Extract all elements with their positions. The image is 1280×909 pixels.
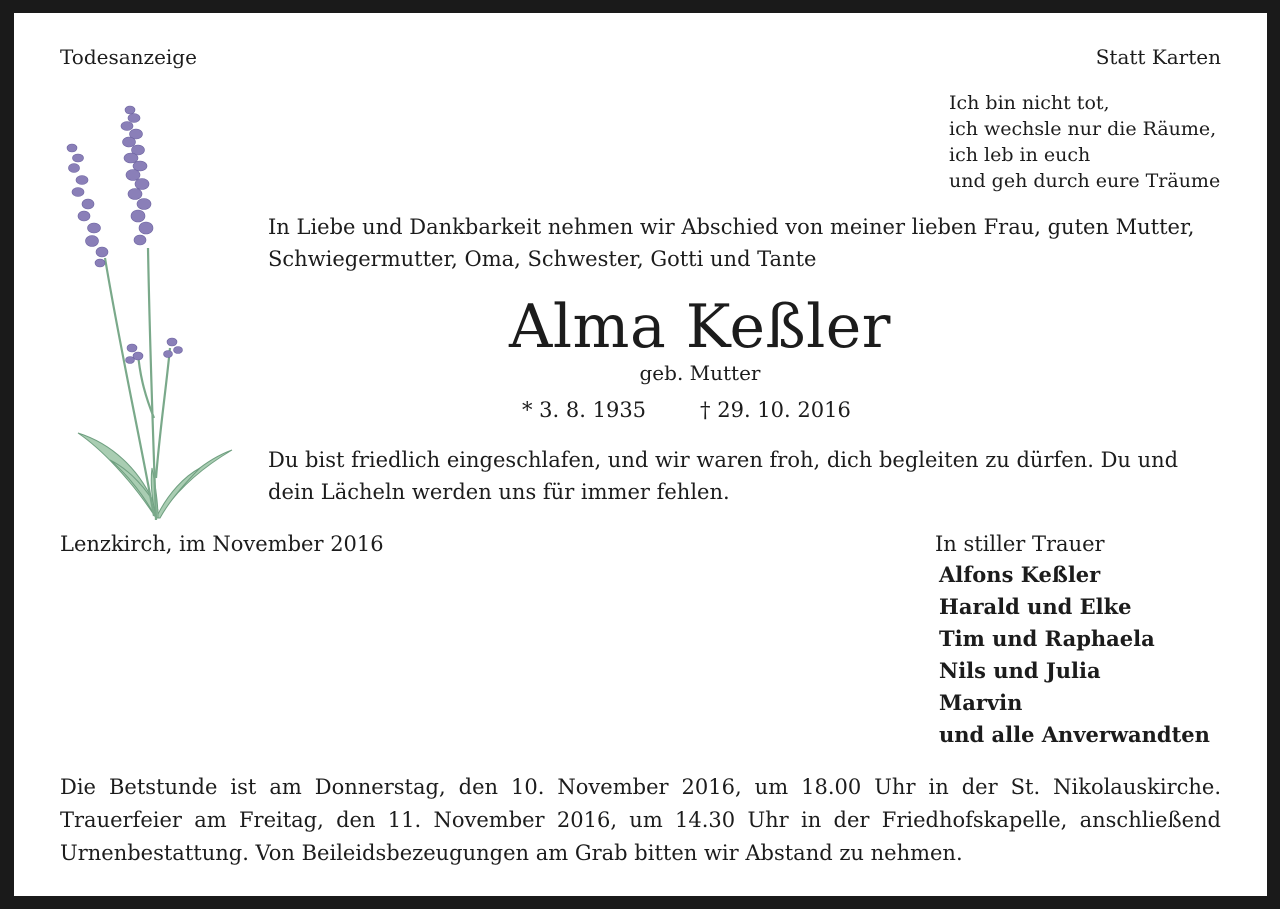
- intro-line: Schwiegermutter, Oma, Schwester, Gotti und Tante: [268, 247, 817, 271]
- obituary-card: [14, 13, 1267, 896]
- service-details: [60, 771, 1221, 870]
- poem-line: ich wechsle nur die Räume,: [949, 118, 1217, 140]
- deceased-name: Alma Keßler: [509, 292, 891, 362]
- mourner-name: Tim und Raphaela: [939, 626, 1155, 651]
- mourner-name: und alle Anverwandten: [939, 722, 1210, 747]
- statt-karten-label: Statt Karten: [1095, 45, 1221, 69]
- death-date: † 29. 10. 2016: [700, 398, 851, 422]
- farewell-text: [268, 444, 1178, 508]
- mourning-label: In stiller Trauer: [935, 532, 1105, 556]
- mourner-name: Harald und Elke: [939, 594, 1132, 619]
- intro-line: In Liebe und Dankbarkeit nehmen wir Abschied von meiner lieben Frau, guten Mutter,: [268, 215, 1195, 239]
- mourner-name: Alfons Keßler: [939, 562, 1101, 587]
- notice-label: Todesanzeige: [60, 45, 197, 69]
- mourners-list: [939, 559, 1210, 751]
- intro-text: [268, 211, 1194, 275]
- place-date: Lenzkirch, im November 2016: [60, 532, 384, 556]
- service-line: Trauerfeier am Freitag, den 11. November 2016, um 14.30 Uhr in der Friedhofskapelle, anschließend: [60, 808, 1221, 832]
- service-line: Die Betstunde ist am Donnerstag, den 10. November 2016, um 18.00 Uhr in der St. Nikolauskirche.: [60, 775, 1221, 799]
- farewell-line: dein Lächeln werden uns für immer fehlen.: [268, 480, 730, 504]
- poem-line: und geh durch eure Träume: [949, 170, 1221, 192]
- mourner-name: Marvin: [939, 690, 1023, 715]
- birth-date: * 3. 8. 1935: [522, 398, 647, 422]
- service-line: Urnenbestattung. Von Beileidsbezeugungen am Grab bitten wir Abstand zu nehmen.: [60, 841, 963, 865]
- life-dates: [522, 395, 851, 425]
- maiden-name: geb. Mutter: [639, 361, 761, 385]
- poem-line: Ich bin nicht tot,: [949, 92, 1110, 114]
- mourner-name: Nils und Julia: [939, 658, 1101, 683]
- farewell-line: Du bist friedlich eingeschlafen, und wir waren froh, dich begleiten zu dürfen. Du und: [268, 448, 1179, 472]
- poem: [949, 90, 1220, 194]
- poem-line: ich leb in euch: [949, 144, 1091, 166]
